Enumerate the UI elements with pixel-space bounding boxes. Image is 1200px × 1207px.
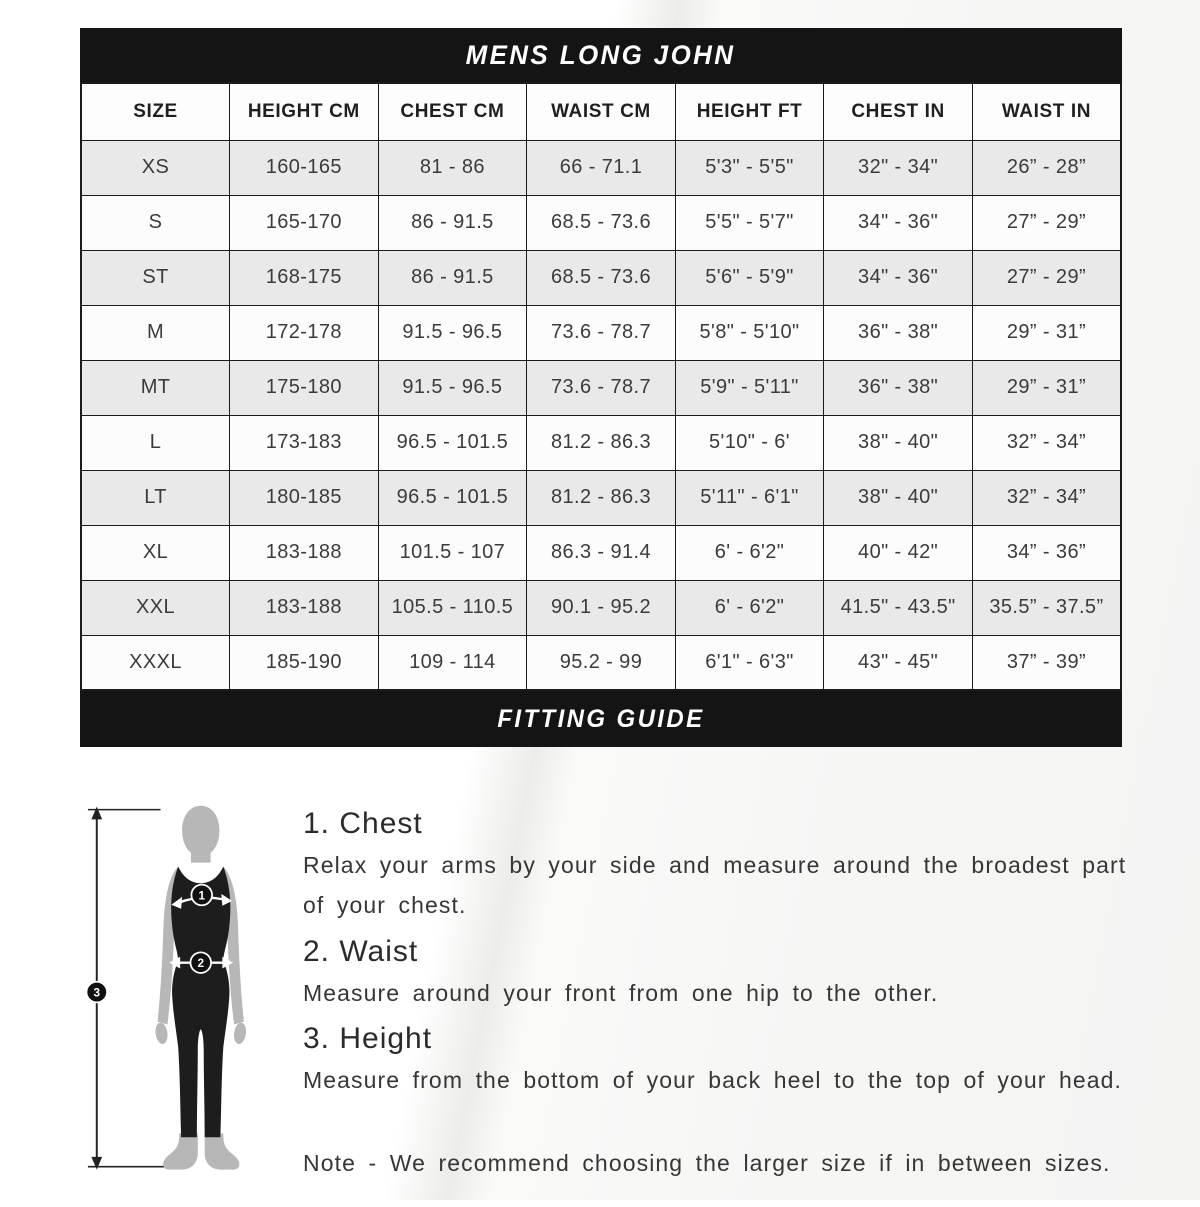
value-cell: 32” - 34”	[972, 415, 1121, 470]
column-header: WAIST CM	[527, 83, 676, 140]
fitting-guide-text	[303, 798, 1151, 1183]
value-cell: 5'5" - 5'7"	[675, 195, 824, 250]
header-row	[81, 83, 1121, 140]
value-cell: 5'6" - 5'9"	[675, 250, 824, 305]
size-table-body	[81, 140, 1121, 690]
value-cell: 37” - 39”	[972, 635, 1121, 690]
table-row	[81, 635, 1121, 690]
value-cell: 173-183	[230, 415, 379, 470]
value-cell: 38" - 40"	[824, 415, 973, 470]
value-cell: 34” - 36”	[972, 525, 1121, 580]
value-cell: 86 - 91.5	[378, 195, 527, 250]
value-cell: 40" - 42"	[824, 525, 973, 580]
value-cell: 109 - 114	[378, 635, 527, 690]
svg-text:1: 1	[198, 889, 206, 903]
value-cell: 185-190	[230, 635, 379, 690]
column-header: CHEST CM	[378, 83, 527, 140]
value-cell: 86.3 - 91.4	[527, 525, 676, 580]
value-cell: 27” - 29”	[972, 250, 1121, 305]
value-cell: 172-178	[230, 305, 379, 360]
figure-right-foot	[205, 1133, 240, 1169]
value-cell: 5'3" - 5'5"	[675, 140, 824, 195]
size-chart	[80, 28, 1122, 747]
value-cell: 183-188	[230, 525, 379, 580]
table-row	[81, 305, 1121, 360]
value-cell: 68.5 - 73.6	[527, 250, 676, 305]
table-row	[81, 360, 1121, 415]
value-cell: 81.2 - 86.3	[527, 415, 676, 470]
guide-heading-waist: 2. Waist	[303, 934, 419, 968]
value-cell: 34" - 36"	[824, 195, 973, 250]
value-cell: 66 - 71.1	[527, 140, 676, 195]
value-cell: 73.6 - 78.7	[527, 305, 676, 360]
figure-right-hand	[233, 1022, 248, 1045]
measurement-figure	[70, 790, 306, 1202]
table-row	[81, 525, 1121, 580]
size-cell: L	[81, 415, 230, 470]
value-cell: 96.5 - 101.5	[378, 470, 527, 525]
value-cell: 95.2 - 99	[527, 635, 676, 690]
size-table	[80, 82, 1122, 691]
svg-text:2: 2	[197, 957, 205, 971]
value-cell: 5'9" - 5'11"	[675, 360, 824, 415]
guide-heading-height: 3. Height	[303, 1022, 433, 1056]
value-cell: 81.2 - 86.3	[527, 470, 676, 525]
value-cell: 36" - 38"	[824, 305, 973, 360]
value-cell: 35.5” - 37.5”	[972, 580, 1121, 635]
value-cell: 26” - 28”	[972, 140, 1121, 195]
svg-text:3: 3	[93, 986, 101, 1000]
figure-head	[182, 806, 219, 863]
column-header: HEIGHT FT	[675, 83, 824, 140]
guide-section-chest	[303, 807, 1151, 926]
value-cell: 96.5 - 101.5	[378, 415, 527, 470]
value-cell: 81 - 86	[378, 140, 527, 195]
value-cell: 43" - 45"	[824, 635, 973, 690]
size-cell: ST	[81, 250, 230, 305]
column-header: WAIST IN	[972, 83, 1121, 140]
value-cell: 73.6 - 78.7	[527, 360, 676, 415]
value-cell: 41.5" - 43.5"	[824, 580, 973, 635]
guide-section-waist	[303, 935, 1151, 1013]
value-cell: 175-180	[230, 360, 379, 415]
table-row	[81, 470, 1121, 525]
value-cell: 38" - 40"	[824, 470, 973, 525]
value-cell: 32" - 34"	[824, 140, 973, 195]
fitting-guide-title: FITTING GUIDE	[497, 704, 705, 733]
value-cell: 183-188	[230, 580, 379, 635]
value-cell: 160-165	[230, 140, 379, 195]
value-cell: 6' - 6'2"	[675, 525, 824, 580]
size-cell: LT	[81, 470, 230, 525]
guide-heading-chest: 1. Chest	[303, 807, 423, 840]
size-cell: XS	[81, 140, 230, 195]
value-cell: 86 - 91.5	[378, 250, 527, 305]
value-cell: 91.5 - 96.5	[378, 360, 527, 415]
guide-body-height: Measure from the bottom of your back heel to the top of your head.	[303, 1067, 1123, 1094]
figure-left-foot	[163, 1133, 198, 1169]
guide-body-chest: Relax your arms by your side and measure around the broadest part of your chest.	[303, 852, 1127, 919]
size-cell: MT	[81, 360, 230, 415]
chart-title: MENS LONG JOHN	[466, 39, 736, 70]
value-cell: 6'1" - 6'3"	[675, 635, 824, 690]
value-cell: 90.1 - 95.2	[527, 580, 676, 635]
size-cell: XXL	[81, 580, 230, 635]
value-cell: 105.5 - 110.5	[378, 580, 527, 635]
value-cell: 29” - 31”	[972, 305, 1121, 360]
value-cell: 165-170	[230, 195, 379, 250]
guide-section-height	[303, 1022, 1151, 1100]
value-cell: 68.5 - 73.6	[527, 195, 676, 250]
size-table-header	[81, 83, 1121, 140]
value-cell: 36" - 38"	[824, 360, 973, 415]
value-cell: 5'8" - 5'10"	[675, 305, 824, 360]
height-marker	[86, 982, 107, 1003]
size-cell: XL	[81, 525, 230, 580]
table-row	[81, 140, 1121, 195]
table-row	[81, 195, 1121, 250]
size-cell: M	[81, 305, 230, 360]
column-header: HEIGHT CM	[230, 83, 379, 140]
table-row	[81, 415, 1121, 470]
value-cell: 91.5 - 96.5	[378, 305, 527, 360]
size-cell: XXXL	[81, 635, 230, 690]
figure-left-hand	[154, 1022, 169, 1045]
column-header: CHEST IN	[824, 83, 973, 140]
guide-note: Note - We recommend choosing the larger size if in between sizes.	[303, 1149, 1111, 1176]
value-cell: 168-175	[230, 250, 379, 305]
body-silhouette-diagram	[70, 790, 306, 1202]
table-row	[81, 580, 1121, 635]
guide-body-waist: Measure around your front from one hip to the other.	[303, 979, 939, 1006]
value-cell: 101.5 - 107	[378, 525, 527, 580]
value-cell: 180-185	[230, 470, 379, 525]
size-cell: S	[81, 195, 230, 250]
column-header: SIZE	[81, 83, 230, 140]
value-cell: 34" - 36"	[824, 250, 973, 305]
table-row	[81, 250, 1121, 305]
value-cell: 27” - 29”	[972, 195, 1121, 250]
value-cell: 6' - 6'2"	[675, 580, 824, 635]
fitting-guide-bar	[80, 691, 1122, 747]
value-cell: 32” - 34”	[972, 470, 1121, 525]
value-cell: 29” - 31”	[972, 360, 1121, 415]
chart-title-bar	[80, 28, 1122, 82]
value-cell: 5'11" - 6'1"	[675, 470, 824, 525]
value-cell: 5'10" - 6'	[675, 415, 824, 470]
